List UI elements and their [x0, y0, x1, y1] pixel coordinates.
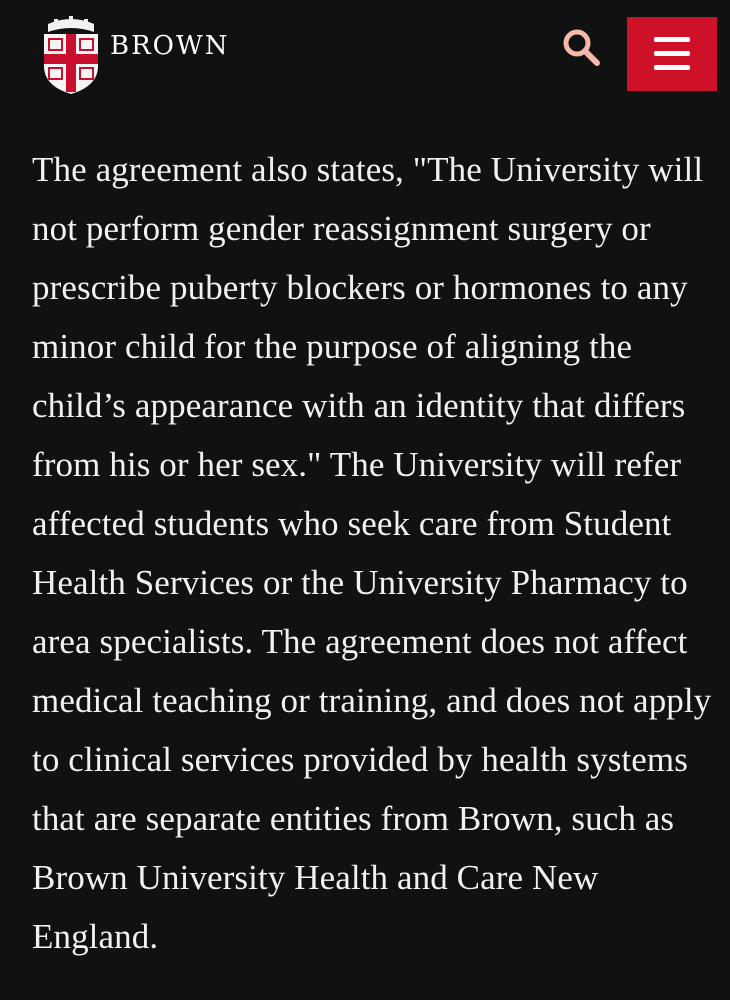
hamburger-menu-icon: [654, 65, 690, 70]
search-icon: [560, 26, 602, 68]
search-button[interactable]: [560, 26, 602, 68]
brown-university-shield-logo[interactable]: [40, 16, 102, 96]
brand-wordmark[interactable]: BROWN: [110, 31, 230, 61]
menu-button[interactable]: [627, 17, 717, 91]
shield-icon: [40, 16, 102, 96]
hamburger-menu-icon: [654, 51, 690, 56]
site-header: [0, 0, 730, 100]
article-paragraph: The agreement also states, "The University will not perform gender reassignment surgery or prescribe puberty blockers or hormones to any minor child for the purpose of aligning the child’s appearance with an identity that differs from his or her sex." The University will refer affected students who seek care from Student Health Services or the University Pharmacy to area specialists. The agreement does not affect medical teaching or training, and does not apply to clinical services provided by health systems that are separate entities from Brown, such as Brown University Health and Care New England.: [32, 150, 712, 956]
hamburger-menu-icon: [654, 37, 690, 42]
